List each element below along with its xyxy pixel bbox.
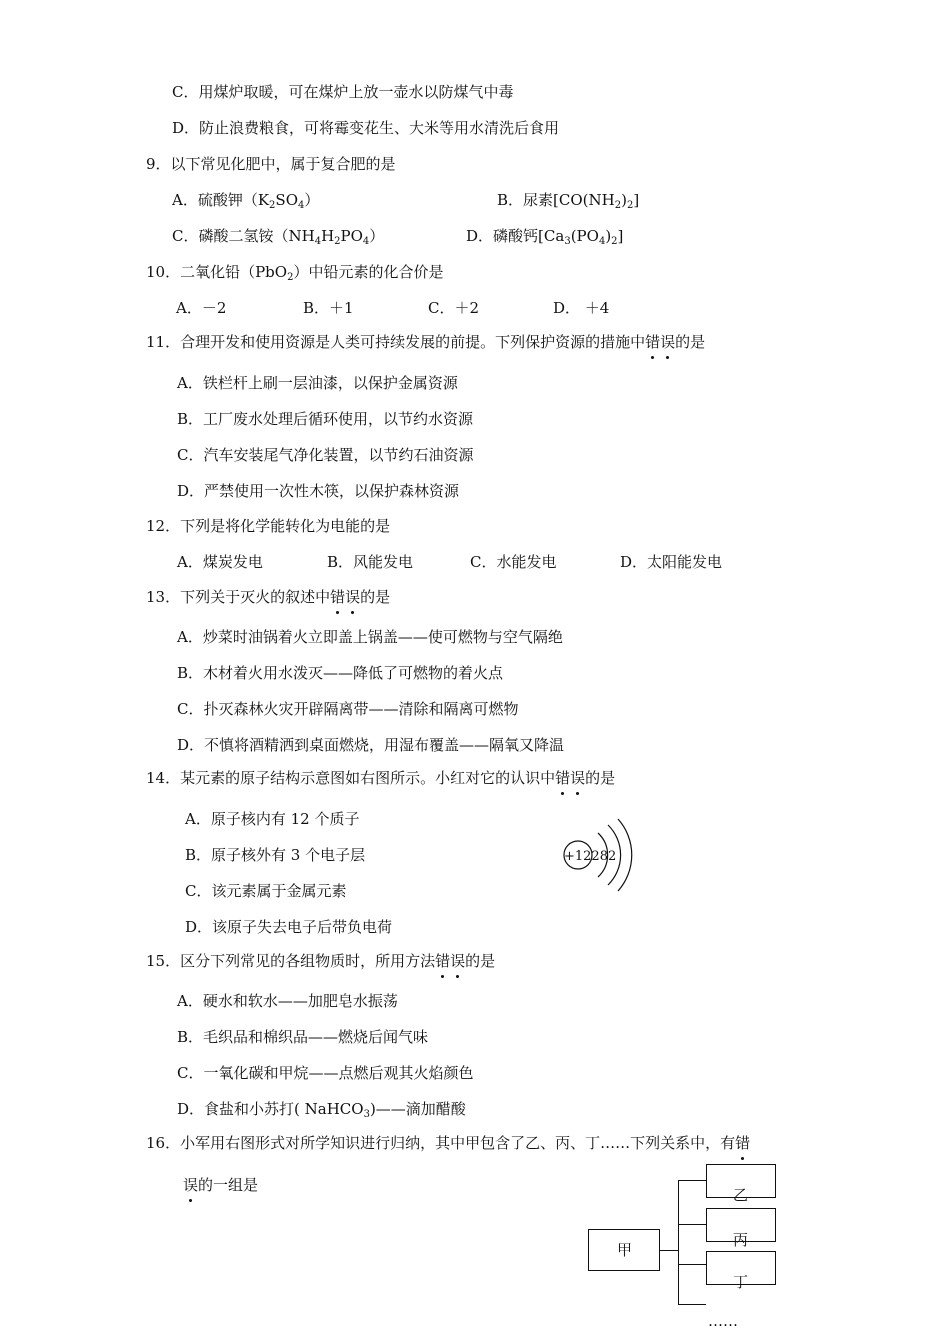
tree-connector	[678, 1224, 706, 1225]
q11-option-d: D．严禁使用一次性木筷，以保护森林资源	[177, 482, 460, 500]
emphasis-dot: 错	[330, 588, 346, 606]
q12-option-d: D．太阳能发电	[620, 553, 723, 571]
emphasis-dot: 错	[555, 769, 571, 787]
q12-option-a: A．煤炭发电	[177, 553, 263, 571]
q12-option-b: B．风能发电	[327, 553, 414, 571]
q9-stem: 9．以下常见化肥中，属于复合肥的是	[146, 155, 396, 173]
q9-option-d: D．磷酸钙$[Ca_3(PO_4)_2]$	[466, 227, 624, 247]
emphasis-dot: 错	[435, 952, 451, 970]
q13-stem: 13．下列关于灭火的叙述中错误的是	[146, 588, 391, 606]
tree-root-label: 甲	[617, 1241, 633, 1259]
q15-option-a: A．硬水和软水——加肥皂水振荡	[177, 992, 398, 1010]
q9-option-b: B．尿素$[CO(NH_2)_2]$	[497, 191, 640, 211]
tree-child-label: 乙	[733, 1186, 749, 1204]
q14-stem: 14．某元素的原子结构示意图如右图所示。小红对它的认识中错误的是	[146, 769, 616, 787]
q11-option-b: B．工厂废水处理后循环使用，以节约水资源	[177, 410, 474, 428]
q15-option-c: C．一氧化碳和甲烷——点燃后观其火焰颜色	[177, 1064, 474, 1082]
atom-label: +12282	[564, 849, 617, 864]
tree-connector	[660, 1250, 678, 1251]
emphasis-dot: 误	[183, 1176, 199, 1194]
tree-connector	[678, 1304, 706, 1305]
emphasis-dot: 错	[645, 333, 661, 351]
q16-stem-line2: 误的一组是	[183, 1176, 259, 1194]
q13-option-a: A．炒菜时油锅着火立即盖上锅盖——使可燃物与空气隔绝	[177, 628, 563, 646]
q10-option-d: D． ＋4	[553, 299, 610, 317]
q11-option-c: C．汽车安装尾气净化装置，以节约石油资源	[177, 446, 474, 464]
tree-trunk	[678, 1180, 679, 1304]
emphasis-dot: 误	[570, 769, 586, 787]
tree-more-label: ……	[708, 1312, 738, 1330]
tree-connector	[678, 1180, 706, 1181]
q15-stem: 15．区分下列常见的各组物质时，所用方法错误的是	[146, 952, 496, 970]
q14-option-a: A．原子核内有 12 个质子	[185, 810, 360, 828]
q10-option-b: B．＋1	[303, 299, 354, 317]
q11-option-a: A．铁栏杆上刷一层油漆，以保护金属资源	[177, 374, 458, 392]
q13-option-d: D．不慎将酒精洒到桌面燃烧，用湿布覆盖——隔氧又降温	[177, 736, 565, 754]
emphasis-dot: 误	[345, 588, 361, 606]
tree-connector	[678, 1264, 706, 1265]
q14-option-b: B．原子核外有 3 个电子层	[185, 846, 366, 864]
q14-option-c: C．该元素属于金属元素	[185, 882, 347, 900]
q14-option-d: D．该原子失去电子后带负电荷	[185, 918, 393, 936]
q9-option-c: C．磷酸二氢铵$(NH_4H_2PO_4)$	[172, 227, 385, 247]
q12-option-c: C．水能发电	[470, 553, 557, 571]
q8-option-d: D．防止浪费粮食，可将霉变花生、大米等用水清洗后食用	[172, 119, 560, 137]
atom-structure-diagram	[560, 815, 670, 895]
q15-option-b: B．毛织品和棉织品——燃烧后闻气味	[177, 1028, 429, 1046]
q10-option-c: C．＋2	[428, 299, 480, 317]
emphasis-dot: 误	[450, 952, 466, 970]
emphasis-dot: 误	[660, 333, 676, 351]
tree-child-label: 丁	[733, 1273, 749, 1291]
q16-stem: 16．小军用右图形式对所学知识进行归纳，其中甲包含了乙、丙、丁……下列关系中，有错	[146, 1134, 751, 1152]
q10-option-a: A．－2	[176, 299, 227, 317]
q13-option-c: C．扑灭森林火灾开辟隔离带——清除和隔离可燃物	[177, 700, 519, 718]
q9-option-a: A．硫酸钾$(K_2SO_4)$	[172, 191, 320, 211]
q11-stem: 11．合理开发和使用资源是人类可持续发展的前提。下列保护资源的措施中错误的是	[146, 333, 706, 351]
emphasis-dot: 错	[735, 1134, 751, 1152]
q10-stem: 10．二氧化铅（PbO$_2$）中铅元素的化合价是	[146, 263, 444, 283]
tree-child-label: 丙	[733, 1231, 749, 1249]
q15-option-d: D．食盐和小苏打( NaHCO$_3$)——滴加醋酸	[177, 1100, 466, 1120]
q8-option-c: C．用煤炉取暖，可在煤炉上放一壶水以防煤气中毒	[172, 83, 514, 101]
q13-option-b: B．木材着火用水泼灭——降低了可燃物的着火点	[177, 664, 504, 682]
q12-stem: 12．下列是将化学能转化为电能的是	[146, 517, 391, 535]
